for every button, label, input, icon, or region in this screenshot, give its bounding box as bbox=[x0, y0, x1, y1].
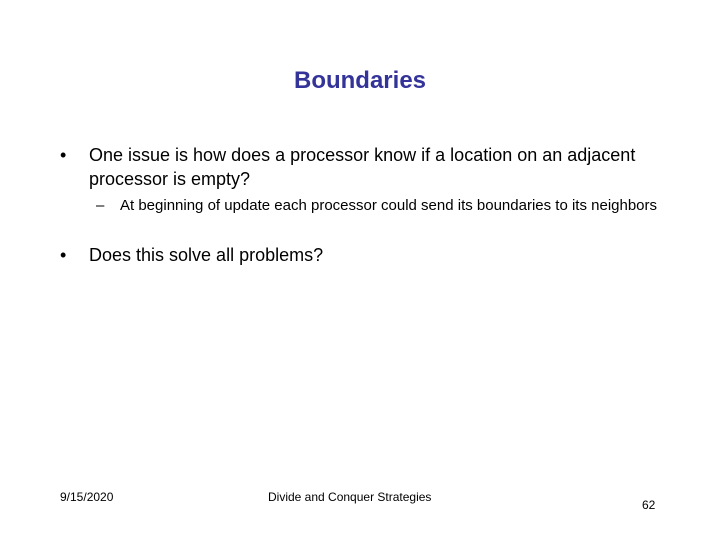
footer-title: Divide and Conquer Strategies bbox=[268, 490, 432, 504]
bullet-text: One issue is how does a processor know if a location on an adjacent processor is empty? bbox=[89, 145, 636, 189]
sub-bullet-text: At beginning of update each processor could send its boundaries to its neighbors bbox=[120, 197, 658, 214]
bullet-marker: • bbox=[60, 145, 67, 165]
bullet-marker: • bbox=[60, 245, 67, 265]
bullet-item bbox=[60, 143, 660, 191]
sub-bullet-item bbox=[96, 195, 676, 216]
bullet-text: Does this solve all problems? bbox=[89, 245, 324, 265]
footer-date: 9/15/2020 bbox=[60, 490, 114, 504]
bullet-item bbox=[60, 243, 660, 267]
page-number: 62 bbox=[642, 498, 656, 512]
sub-bullet-marker: – bbox=[96, 197, 105, 214]
slide-title: Boundaries bbox=[293, 67, 427, 94]
